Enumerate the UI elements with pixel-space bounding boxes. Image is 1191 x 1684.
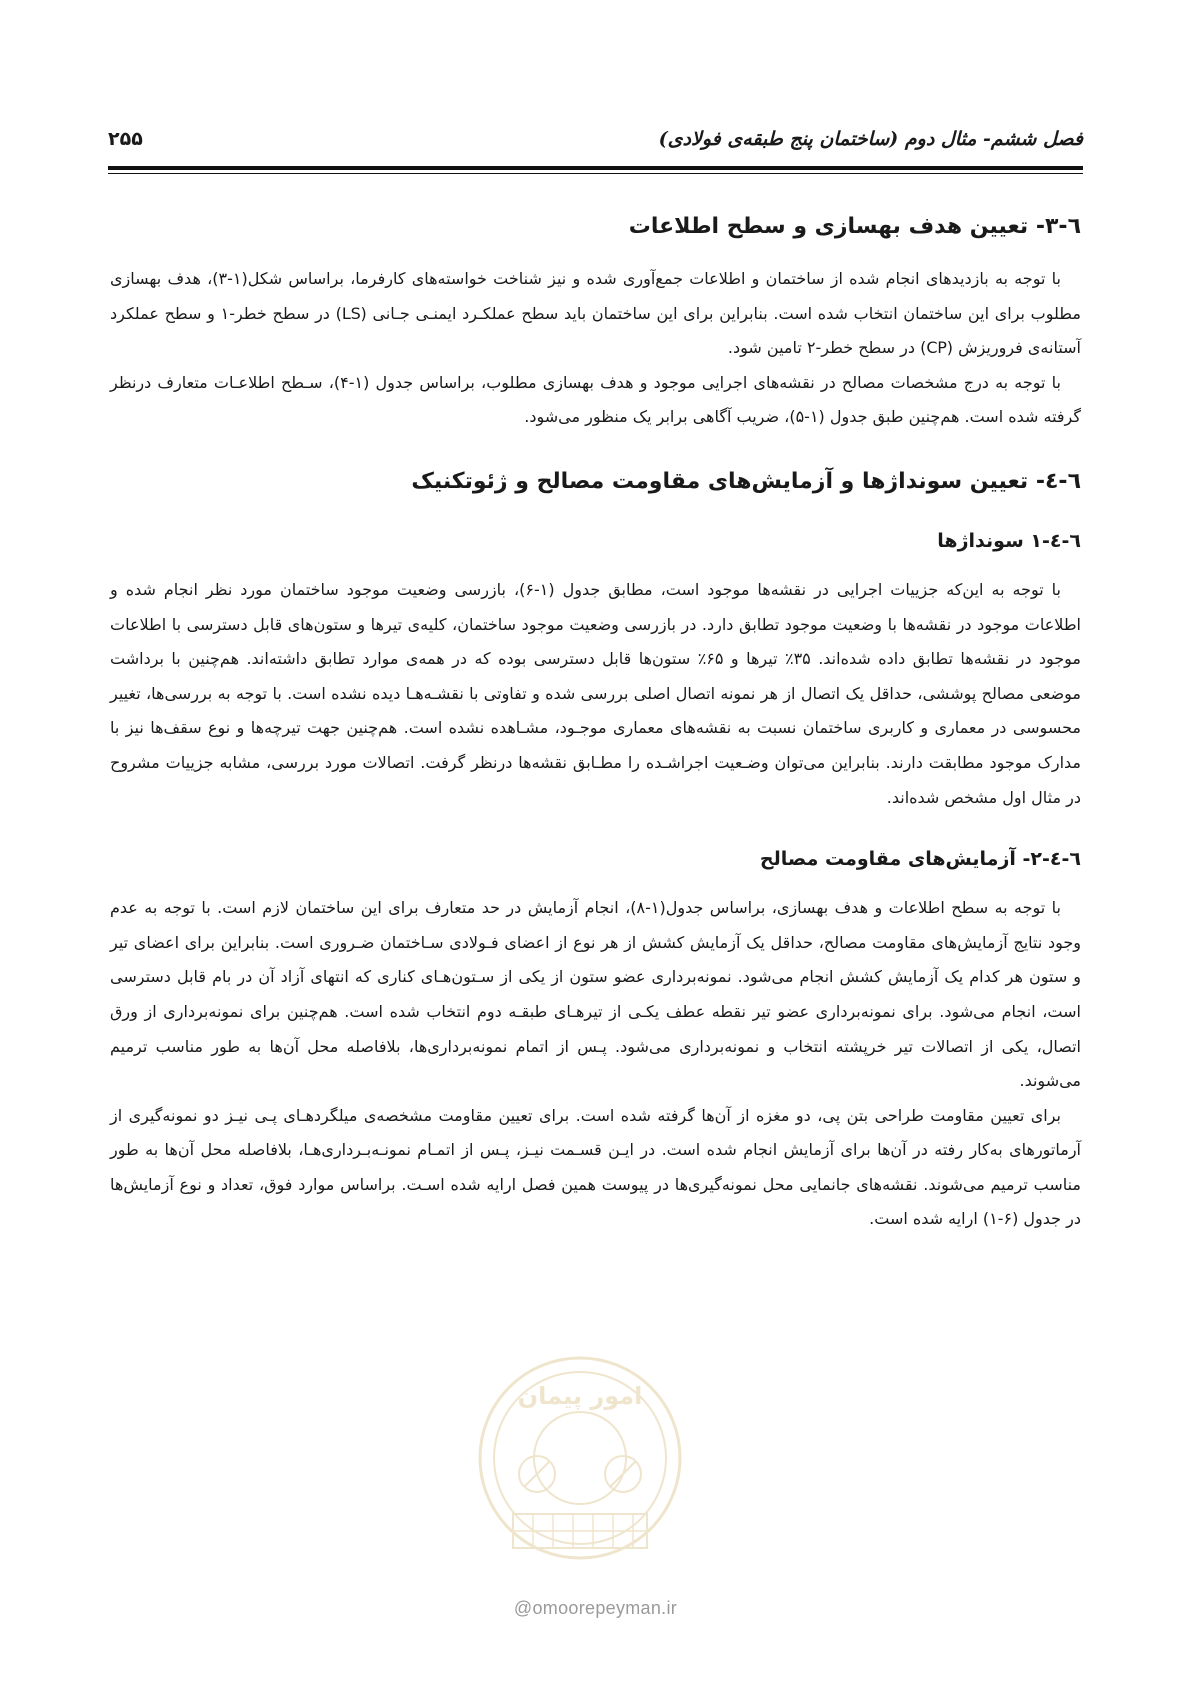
subsection-heading-6-4-1: ٦-٤-۱ سونداژها [937,529,1081,552]
header-rule-thick [108,166,1083,170]
section-heading-6-3: ٦-۳- تعیین هدف بهسازی و سطح اطلاعات [628,214,1081,239]
at-icon: @ [513,1598,533,1618]
watermark-site: omoorepeyman.ir [532,1598,678,1618]
page-number: ۲۵۵ [108,128,143,150]
chapter-title: فصل ششم- مثال دوم (ساختمان پنج طبقه‌ی فولادی) [658,128,1083,150]
paragraph: با توجه به بازدیدهای انجام شده از ساختمان و اطلاعات جمع‌آوری شده و نیز شناخت خواسته‌های کارفرما، براساس شکل(۱-۳)، هدف بهسازی مطلوب برای این ساختمان انتخاب شده است. بنابراین برای این ساختمان باید سطح عملکـرد ایمنـی جـانی (LS) در سطح خطر-۱ و سطح عملکرد آستانه‌ی فروریزش (CP) در سطح خطر-۲ تامین شود. [110,269,1081,358]
watermark-seal-text: امور پیمان [517,1382,643,1410]
page-header [108,128,1083,162]
paragraph: با توجه به این‌که جزییات اجرایی در نقشه‌ها موجود است، مطابق جدول (۱-۶)، بازرسی وضعیت موجود ساختمان مورد نظر انجام شده و اطلاعات موجود در نقشه‌ها با وضعیت موجود تطابق دارد. در بازرسی وضعیت موجود ساختمان، کلیه‌ی تیرها و ستون‌های قابل دسترسی با اطلاعات موجود در نقشه‌ها تطابق داده شده‌اند. ۳۵٪ تیرها و ۶۵٪ ستون‌ها قابل دسترسی بوده که در همه‌ی موارد تطابق داشته‌اند. هم‌چنین با برداشت موضعی مصالح پوششی، حداقل یک اتصال از هر نمونه اتصال اصلی بررسی شده و تفاوتی با نقشـه‌هـا دیده نشده است. با توجه به بررسی‌ها، تغییر محسوسی در معماری و کاربری ساختمان نسبت به نقشه‌های معماری موجـود، مشـاهده نشده است. هم‌چنین جهت تیرچه‌ها و نوع سقف‌ها نیز با مدارک موجود مطابقت دارند. بنابراین می‌توان وضـعیت اجراشـده را مطـابق نقشه‌ها درنظر گرفت. اتصالات مورد بررسی، مشابه جزییات مشروح در مثال اول مشخص شده‌اند. [110,579,1081,807]
watermark-seal-icon [455,1346,705,1582]
watermark-site-text [0,1598,1191,1619]
paragraph: با توجه به سطح اطلاعات و هدف بهسازی، براساس جدول(۱-۸)، انجام آزمایش در حد متعارف برای این ساختمان لازم است. با توجه به عدم وجود نتایج آزمایش‌های مقاومت مصالح، حداقل یک آزمایش کشش از هر نوع از اعضای فـولادی سـاختمان ضـروری است. بنابراین برای اعضای تیر و ستون هر کدام یک آزمایش کشش انجام می‌شود. نمونه‌برداری عضو ستون از یکی از سـتون‌هـای کناری که انتهای آزاد آن در بام قابل دسترسی است، انجام می‌شود. برای نمونه‌برداری عضو تیر نقطه عطف یکـی از تیرهـای طبقـه دوم انتخاب شده است. هم‌چنین برای نمونه‌برداری از ورق اتصال، یکی از اتصالات تیر خرپشته انتخاب و نمونه‌برداری می‌شود. پـس از اتمام نمونه‌برداری‌ها، بلافاصله محل آن‌ها به طور مناسب ترمیم می‌شوند. [110,898,1081,1091]
paragraph: برای تعیین مقاومت طراحی بتن پی، دو مغزه از آن‌ها گرفته شده است. برای تعیین مقاومت مشخصه‌ی میلگردهـای پـی نیـز دو نمونه‌گیری از آرماتورهای به‌کار رفته در آن‌ها برای آزمایش انجام شده است. در ایـن قسـمت نیـز، پـس از اتمـام نمونـه‌بـرداری‌هـا، بلافاصله محل آن‌ها به طور مناسب ترمیم می‌شوند. نقشه‌های جانمایی محل نمونه‌گیری‌ها در پیوست همین فصل ارایه شده اسـت. براساس موارد فوق، تعداد و نوع آزمایش‌ها در جدول (۶-۱) ارایه شده است. [110,1105,1081,1229]
header-rule-thin [108,173,1083,174]
section-heading-6-4: ٦-٤- تعیین سونداژها و آزمایش‌های مقاومت مصالح و ژئوتکنیک [411,468,1081,494]
paragraph: با توجه به درج مشخصات مصالح در نقشه‌های اجرایی موجود و هدف بهسازی مطلوب، براساس جدول (۱-۴)، سـطح اطلاعـات متعارف درنظر گرفته شده است. هم‌چنین طبق جدول (۱-۵)، ضریب آگاهی برابر یک منظور می‌شود. [110,372,1081,427]
page-content [110,212,1081,1237]
subsection-heading-6-4-2: ٦-٤-۲- آزمایش‌های مقاومت مصالح [759,848,1081,871]
